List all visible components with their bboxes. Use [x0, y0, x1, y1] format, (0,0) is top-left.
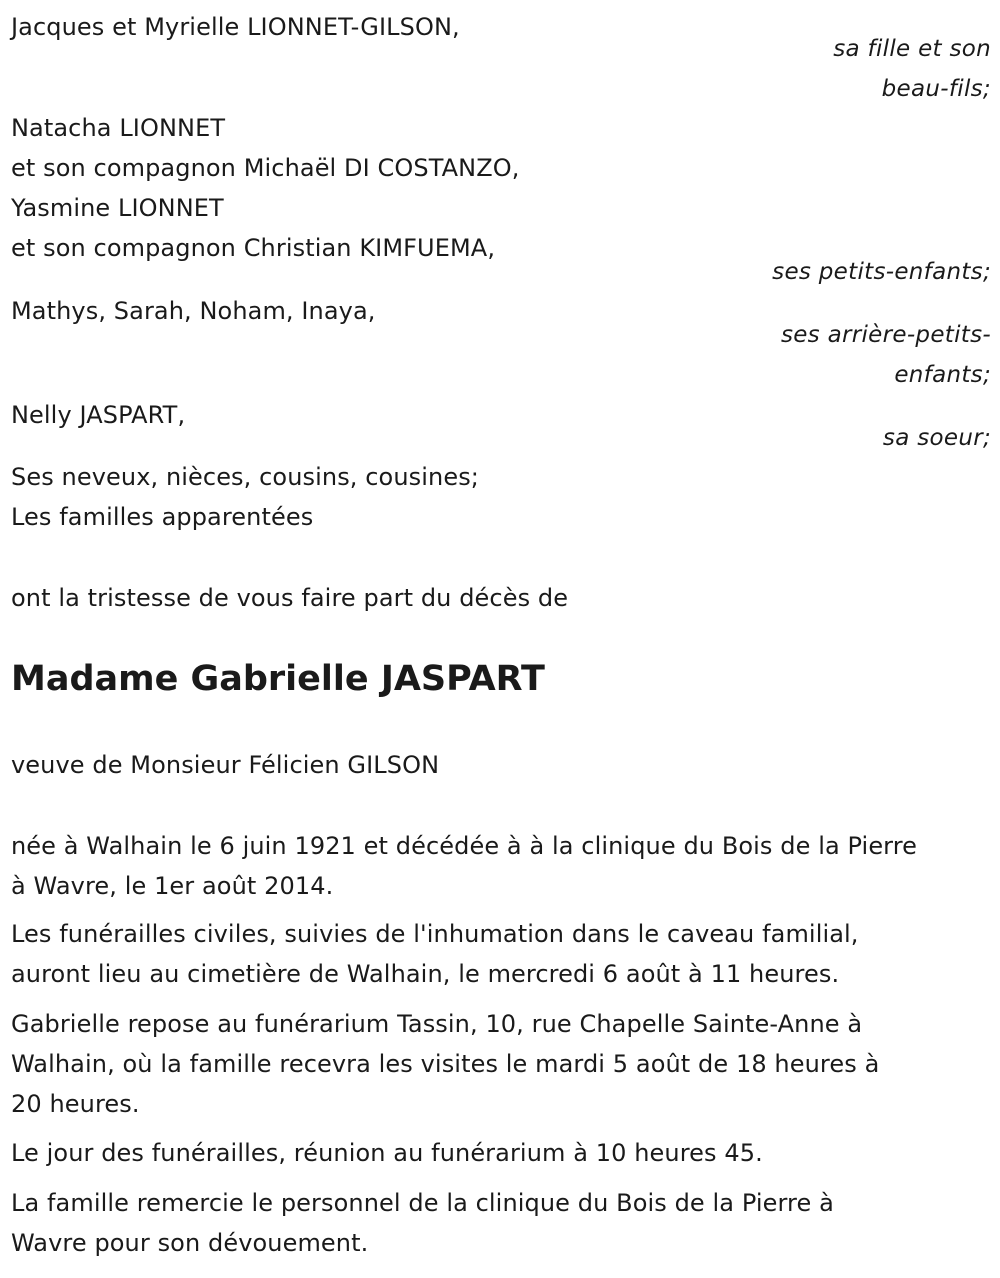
widow-of-line: veuve de Monsieur Félicien GILSON	[11, 751, 440, 779]
relation-daughter: sa fille et son	[833, 36, 991, 62]
deceased-name: Madame Gabrielle JASPART	[11, 659, 545, 699]
announcement-text: ont la tristesse de vous faire part du décès de	[11, 584, 569, 612]
relation-great-grandchildren-b: enfants;	[894, 362, 991, 388]
relation-son-in-law: beau-fils;	[881, 76, 991, 102]
family-line-grandchild-1-partner: et son compagnon Michaël DI COSTANZO,	[11, 154, 520, 182]
family-line-sister: Nelly JASPART,	[11, 401, 186, 429]
relation-sister: sa soeur;	[882, 425, 991, 451]
birth-death-line-1: née à Walhain le 6 juin 1921 et décédée à à la clinique du Bois de la Pierre	[11, 832, 918, 860]
family-line-grandchild-2: Yasmine LIONNET	[11, 194, 224, 222]
obituary-notice	[11, 0, 991, 1278]
thanks-line-2: Wavre pour son dévouement.	[11, 1229, 369, 1257]
relation-grandchildren: ses petits-enfants;	[772, 259, 991, 285]
family-line-families: Les familles apparentées	[11, 503, 314, 531]
relation-great-grandchildren-a: ses arrière-petits-	[780, 322, 991, 348]
family-line-great-grandchildren: Mathys, Sarah, Noham, Inaya,	[11, 297, 376, 325]
birth-death-line-2: à Wavre, le 1er août 2014.	[11, 872, 334, 900]
family-line-grandchild-1: Natacha LIONNET	[11, 114, 226, 142]
family-line-grandchild-2-partner: et son compagnon Christian KIMFUEMA,	[11, 234, 496, 262]
visitation-line-2: Walhain, où la famille recevra les visites le mardi 5 août de 18 heures à	[11, 1050, 880, 1078]
thanks-line-1: La famille remercie le personnel de la clinique du Bois de la Pierre à	[11, 1189, 834, 1217]
family-line-relatives: Ses neveux, nièces, cousins, cousines;	[11, 463, 479, 491]
family-line-children: Jacques et Myrielle LIONNET-GILSON,	[11, 13, 460, 41]
gathering-line: Le jour des funérailles, réunion au funérarium à 10 heures 45.	[11, 1139, 763, 1167]
visitation-line-1: Gabrielle repose au funérarium Tassin, 10, rue Chapelle Sainte-Anne à	[11, 1010, 863, 1038]
funeral-line-2: auront lieu au cimetière de Walhain, le mercredi 6 août à 11 heures.	[11, 960, 840, 988]
visitation-line-3: 20 heures.	[11, 1090, 140, 1118]
funeral-line-1: Les funérailles civiles, suivies de l'inhumation dans le caveau familial,	[11, 920, 859, 948]
